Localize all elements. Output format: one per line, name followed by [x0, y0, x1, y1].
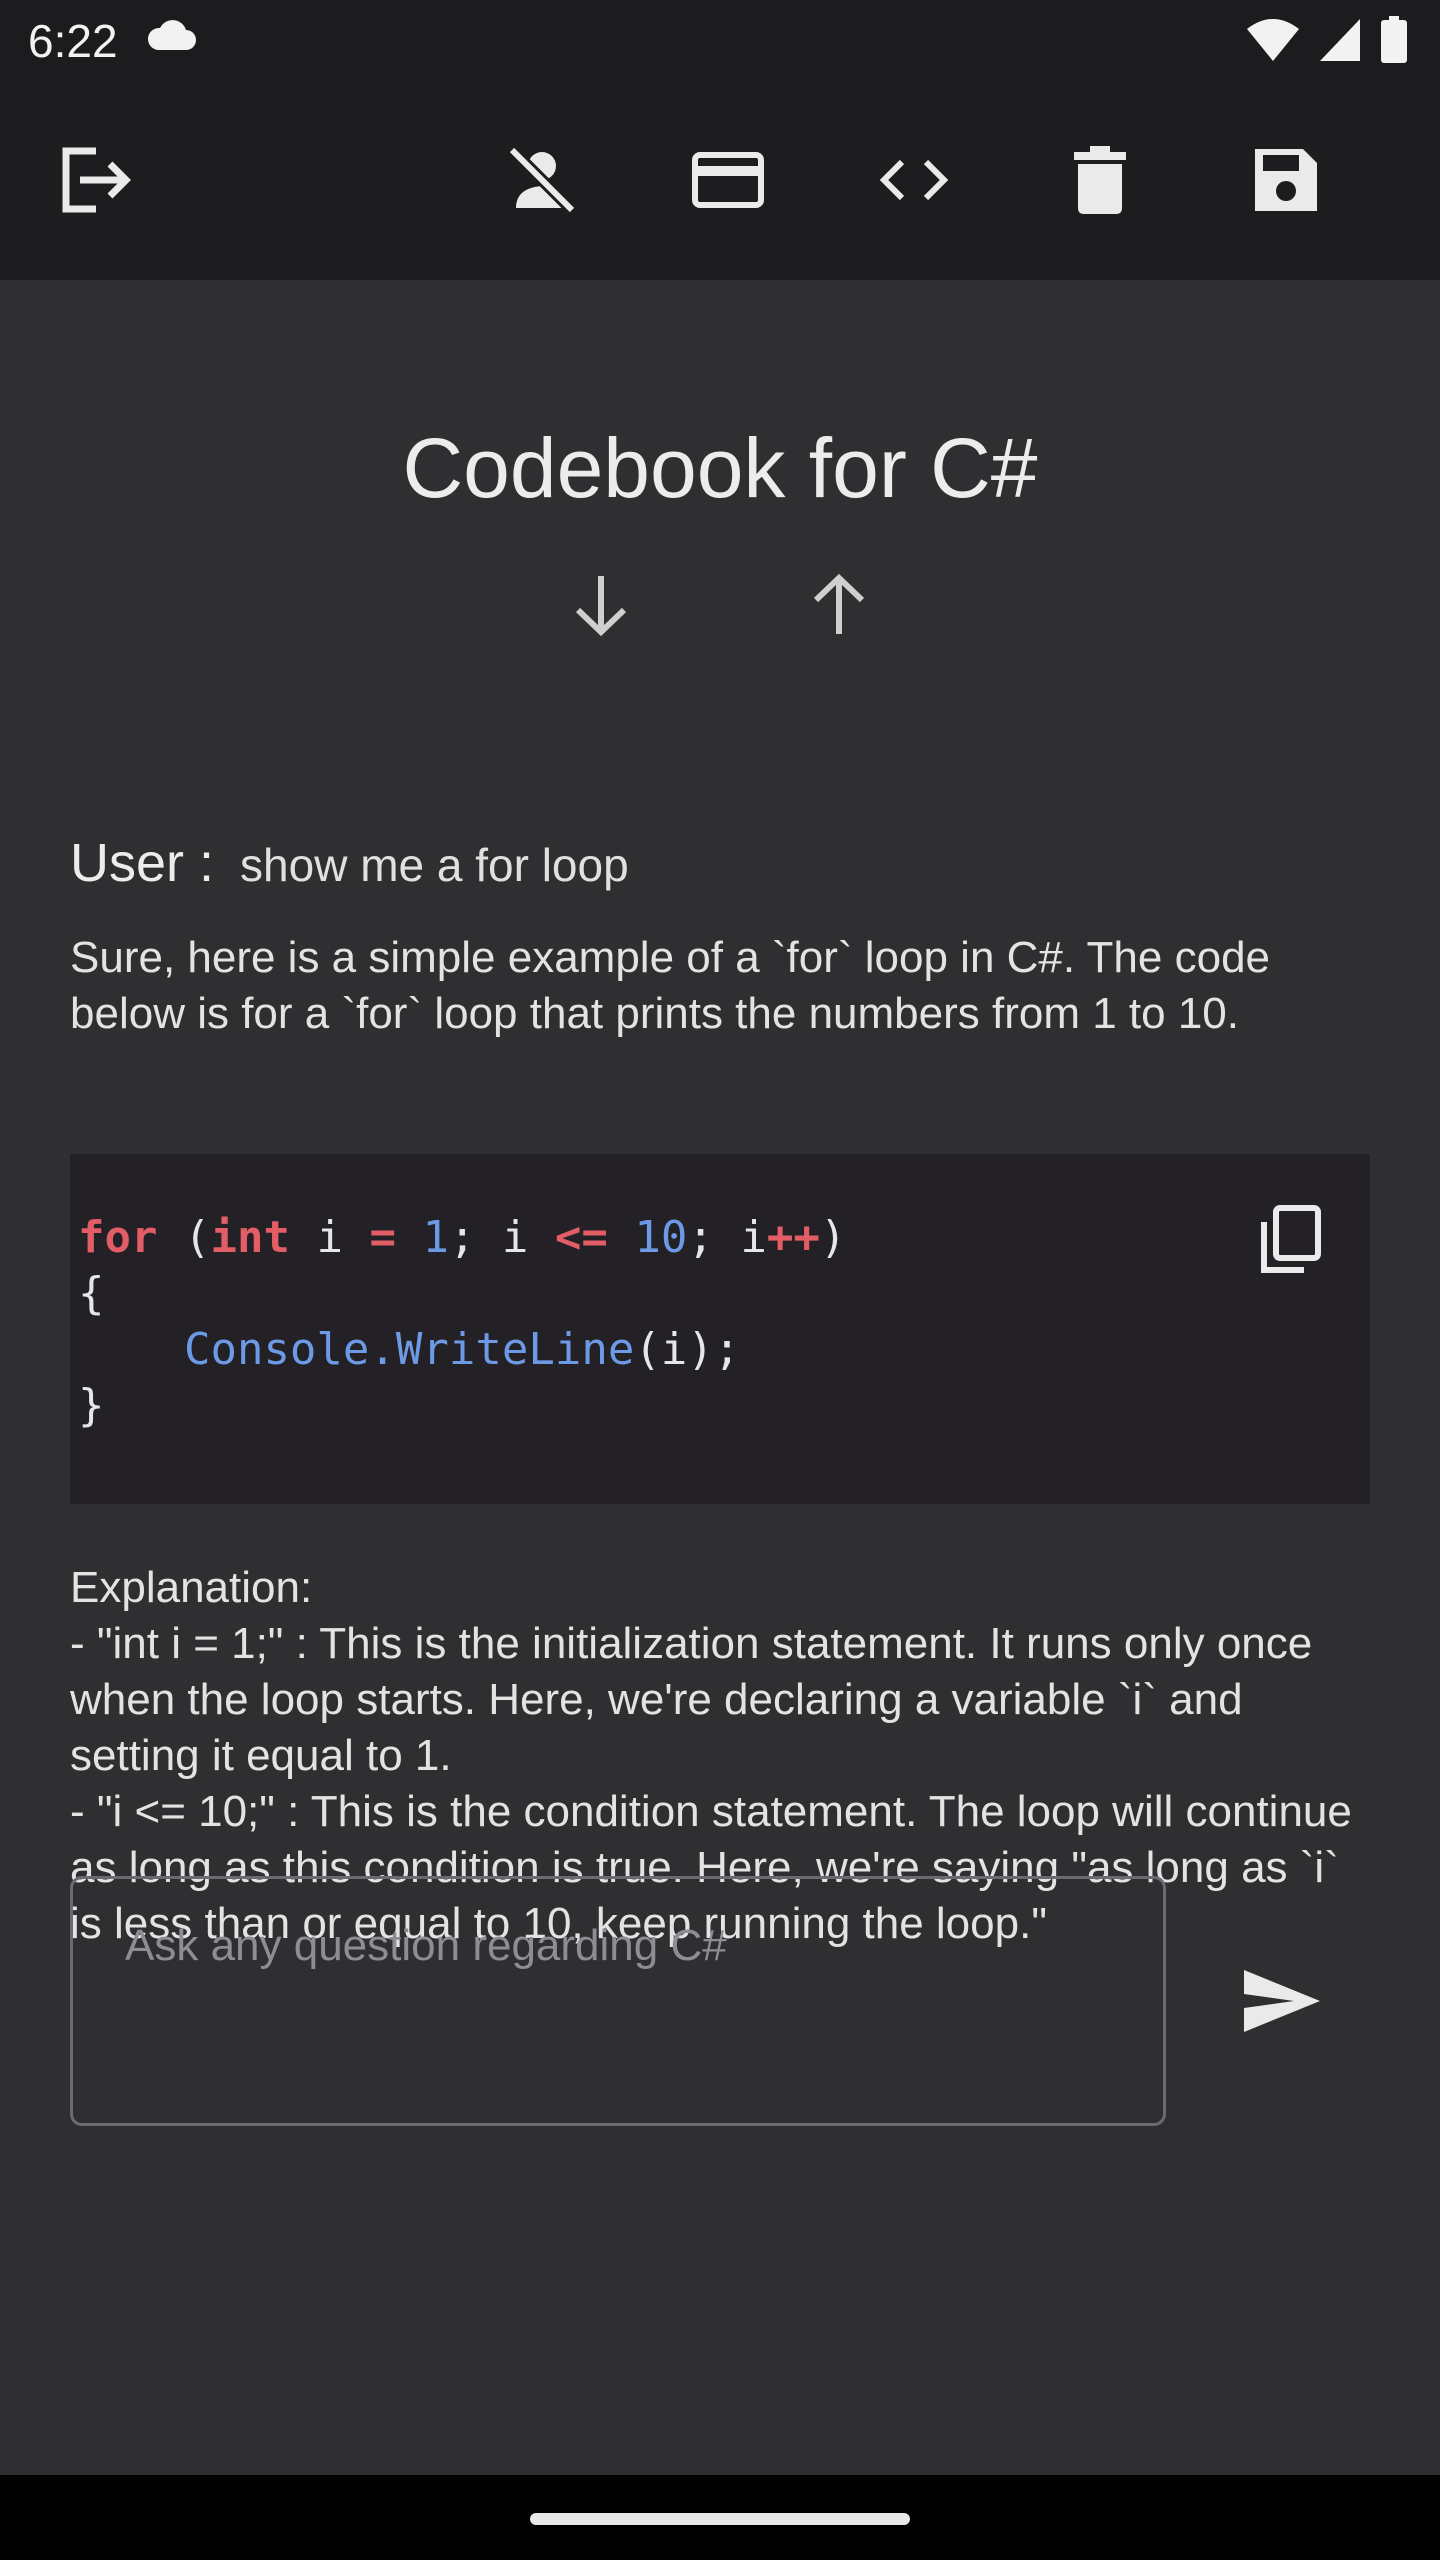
arrow-down-icon[interactable] [566, 570, 636, 640]
code-line: for (int i = 1; i <= 10; i++) [78, 1212, 847, 1263]
code-icon[interactable] [876, 142, 952, 218]
page-title: Codebook for C# [402, 421, 1038, 515]
user-label: User : [70, 833, 215, 893]
question-input[interactable] [73, 1879, 1163, 2123]
system-nav-bar [0, 2475, 1440, 2560]
delete-icon[interactable] [1062, 142, 1138, 218]
explanation-heading: Explanation: [70, 1563, 313, 1612]
status-time: 6:22 [28, 15, 118, 67]
wifi-icon [1246, 17, 1300, 68]
code-line: { [78, 1268, 105, 1319]
arrow-up-icon[interactable] [804, 570, 874, 640]
code-line: } [78, 1380, 105, 1431]
assistant-answer: Sure, here is a simple example of a `for` loop in C#. The code below is for a `for` loop that prints the numbers from 1 to 10. [70, 933, 1271, 1038]
signal-icon [1318, 17, 1362, 68]
cloud-icon [144, 18, 198, 57]
copy-icon[interactable] [1258, 1204, 1322, 1281]
card-icon[interactable] [690, 142, 766, 218]
battery-icon [1380, 16, 1408, 69]
explanation-item: - "int i = 1;" : This is the initialization statement. It runs only once when the loop starts. Here, we're declaring a variable `i` and setting it equal to 1. [70, 1619, 1313, 1780]
chat-area [0, 280, 1440, 2475]
code-block [70, 1154, 1370, 1504]
user-message [70, 832, 629, 894]
status-bar [0, 0, 1440, 82]
send-icon[interactable] [1240, 1966, 1324, 2041]
question-input-box[interactable] [70, 1876, 1166, 2126]
code-line: Console.WriteLine(i); [183, 1324, 741, 1375]
explanation-item: - "i <= 10;" : This is the condition statement. The loop will continue as long as this condition is true. Here, we're saying "as long as `i` is less than or equal to 10, keep running the loop." [70, 1787, 1352, 1948]
save-icon[interactable] [1248, 142, 1324, 218]
person-off-icon[interactable] [504, 142, 580, 218]
user-query: show me a for loop [240, 839, 629, 891]
code-snippet [78, 1210, 846, 1434]
home-handle[interactable] [530, 2513, 910, 2525]
logout-icon[interactable] [58, 142, 134, 218]
